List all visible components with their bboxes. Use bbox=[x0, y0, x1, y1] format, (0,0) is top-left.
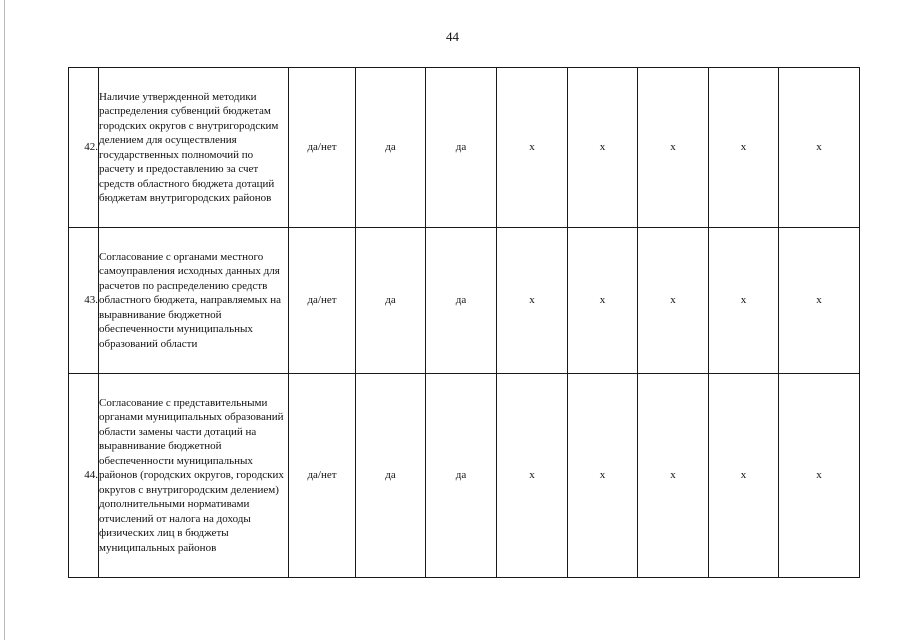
value-cell: х bbox=[497, 228, 568, 374]
value-cell: х bbox=[638, 68, 709, 228]
table-row bbox=[69, 374, 860, 578]
value-cell: х bbox=[779, 228, 860, 374]
value-cell: х bbox=[779, 374, 860, 578]
value-cell: да bbox=[426, 374, 497, 578]
page-number: 44 bbox=[446, 29, 459, 44]
table-row bbox=[69, 68, 860, 228]
page-margin-line bbox=[4, 0, 5, 640]
value-cell: х bbox=[709, 374, 779, 578]
row-description: Согласование с органами местного самоуправления исходных данных для расчетов по распределению средств областного бюджета, направляемых на выравнивание бюджетной обеспеченности муниципальных образований области bbox=[99, 228, 289, 374]
value-cell: х bbox=[709, 228, 779, 374]
row-number: 43. bbox=[69, 228, 99, 374]
value-cell: да bbox=[356, 68, 426, 228]
indicator-table bbox=[68, 67, 860, 578]
row-number: 44. bbox=[69, 374, 99, 578]
value-cell: да bbox=[426, 68, 497, 228]
value-cell: да bbox=[356, 228, 426, 374]
value-cell: х bbox=[568, 228, 638, 374]
row-description: Согласование с представительными органами муниципальных образований области замены части дотаций на выравнивание бюджетной обеспеченности муниципальных районов (городских округов, городских округов с внутригородским делением) дополнительными нормативами отчислений от налога на доходы физических лиц в бюджеты муниципальных районов bbox=[99, 374, 289, 578]
value-cell: х bbox=[568, 374, 638, 578]
value-cell: да bbox=[356, 374, 426, 578]
value-cell: х bbox=[779, 68, 860, 228]
unit-cell: да/нет bbox=[289, 374, 356, 578]
row-description: Наличие утвержденной методики распределения субвенций бюджетам городских округов с внутригородским делением для осуществления государственных полномочий по расчету и предоставлению за счет средств областного бюджета дотаций бюджетам внутригородских районов bbox=[99, 68, 289, 228]
value-cell: х bbox=[568, 68, 638, 228]
unit-cell: да/нет bbox=[289, 228, 356, 374]
value-cell: х bbox=[638, 374, 709, 578]
value-cell: да bbox=[426, 228, 497, 374]
unit-cell: да/нет bbox=[289, 68, 356, 228]
value-cell: х bbox=[497, 68, 568, 228]
value-cell: х bbox=[709, 68, 779, 228]
table-row bbox=[69, 228, 860, 374]
row-number: 42. bbox=[69, 68, 99, 228]
value-cell: х bbox=[497, 374, 568, 578]
value-cell: х bbox=[638, 228, 709, 374]
